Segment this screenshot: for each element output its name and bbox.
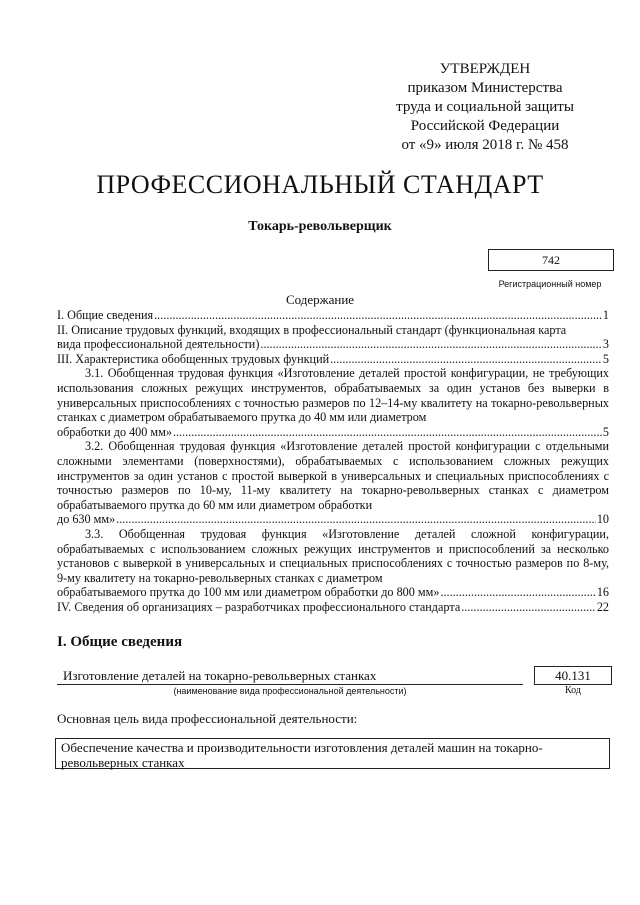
approval-line: от «9» июля 2018 г. № 458 — [401, 137, 569, 153]
toc-item-page: 1 — [602, 308, 609, 322]
toc-item-text-last: обрабатываемого прутка до 100 мм или диаметром обработки до 800 мм» — [57, 585, 440, 600]
toc-item[interactable] — [57, 308, 609, 323]
toc-item-text-last: до 630 мм» — [57, 512, 116, 527]
document-title: ПРОФЕССИОНАЛЬНЫЙ СТАНДАРТ — [96, 170, 544, 199]
document-subtitle: Токарь-револьверщик — [248, 219, 392, 234]
activity-code-box: 40.131 — [534, 666, 612, 685]
toc-item-page: 16 — [596, 585, 609, 600]
toc-item-text: I. Общие сведения — [57, 308, 154, 322]
activity-name-field: Изготовление деталей на токарно-револьверных станках — [57, 668, 523, 685]
toc-leader-dots — [154, 308, 602, 323]
toc-leader-dots — [260, 337, 602, 352]
approval-line: труда и социальной защиты — [396, 99, 574, 115]
toc-item[interactable] — [57, 352, 609, 367]
toc-item[interactable] — [57, 600, 609, 615]
toc-leader-dots — [440, 585, 595, 600]
toc-item-text-last: обработки до 400 мм» — [57, 424, 172, 439]
toc-item-page: 22 — [596, 599, 609, 614]
toc-item-page: 5 — [602, 424, 609, 439]
approval-line: приказом Министерства — [407, 80, 563, 96]
toc-item[interactable] — [57, 323, 609, 352]
toc-item-text: III. Характеристика обобщенных трудовых функций — [57, 351, 330, 366]
approval-block — [370, 60, 600, 155]
toc-item-page: 10 — [596, 512, 609, 527]
toc-item-text: 3.3. Обобщенная трудовая функция «Изготовление деталей сложной конфигурации, обрабатываемых с использованием сложных режущих инструментов и приспособлений за несколько установов с выверкой в универсальных и специальных приспособлениях с точностью размеров по 8-му, 9-му квалитету на токарно-револьверных станках с диаметром — [57, 526, 609, 585]
activity-name-caption: (наименование вида профессиональной деятельности) — [173, 686, 407, 696]
registration-number-caption: Регистрационный номер — [498, 279, 602, 289]
table-of-contents — [57, 308, 609, 614]
approval-line: УТВЕРЖДЕН — [439, 61, 531, 77]
purpose-label: Основная цель вида профессиональной деятельности: — [57, 711, 358, 726]
toc-item-page: 3 — [602, 337, 609, 352]
section-title: I. Общие сведения — [57, 634, 183, 650]
toc-item-text-last: вида профессиональной деятельности) — [57, 337, 260, 352]
activity-code-caption: Код — [565, 685, 581, 696]
toc-item-text: 3.1. Обобщенная трудовая функция «Изготовление деталей простой конфигурации, не требующих использования сложных режущих инструментов, обрабатываемых за один установ без выверки в универсальных приспособлениях с точностью размеров по 12–14-му квалитету на токарно-револьверных станках с диаметром обрабатываемого прутка до 40 мм или диаметром — [57, 366, 609, 425]
toc-leader-dots — [461, 600, 596, 615]
toc-leader-dots — [173, 425, 602, 440]
toc-subitem[interactable] — [57, 366, 609, 439]
toc-subitem[interactable] — [57, 527, 609, 600]
toc-item-text: IV. Сведения об организациях – разработчиках профессионального стандарта — [57, 599, 461, 614]
toc-item-text: II. Описание трудовых функций, входящих в профессиональный стандарт (функциональная карта — [57, 322, 567, 337]
purpose-box: Обеспечение качества и производительности изготовления деталей машин на токарно-револьверных станках — [55, 738, 610, 769]
toc-item-text: 3.2. Обобщенная трудовая функция «Изготовление деталей простой конфигурации с отдельными сложными элементами (поверхностями), обрабатываемых с использованием сложных режущих инструментов за один установ с простой выверкой в универсальных и специальных приспособлениях с точностью размеров по 10-му, 11-му квалитету на токарно-револьверных станках с диаметром обрабатываемого прутка до 60 мм или диаметром обработки — [57, 439, 609, 512]
registration-number-box: 742 — [488, 249, 614, 271]
approval-line: Российской Федерации — [410, 118, 560, 134]
toc-heading: Содержание — [285, 292, 355, 307]
toc-subitem[interactable] — [57, 439, 609, 527]
toc-leader-dots — [116, 512, 596, 527]
toc-item-page: 5 — [602, 351, 609, 366]
toc-leader-dots — [330, 352, 602, 367]
